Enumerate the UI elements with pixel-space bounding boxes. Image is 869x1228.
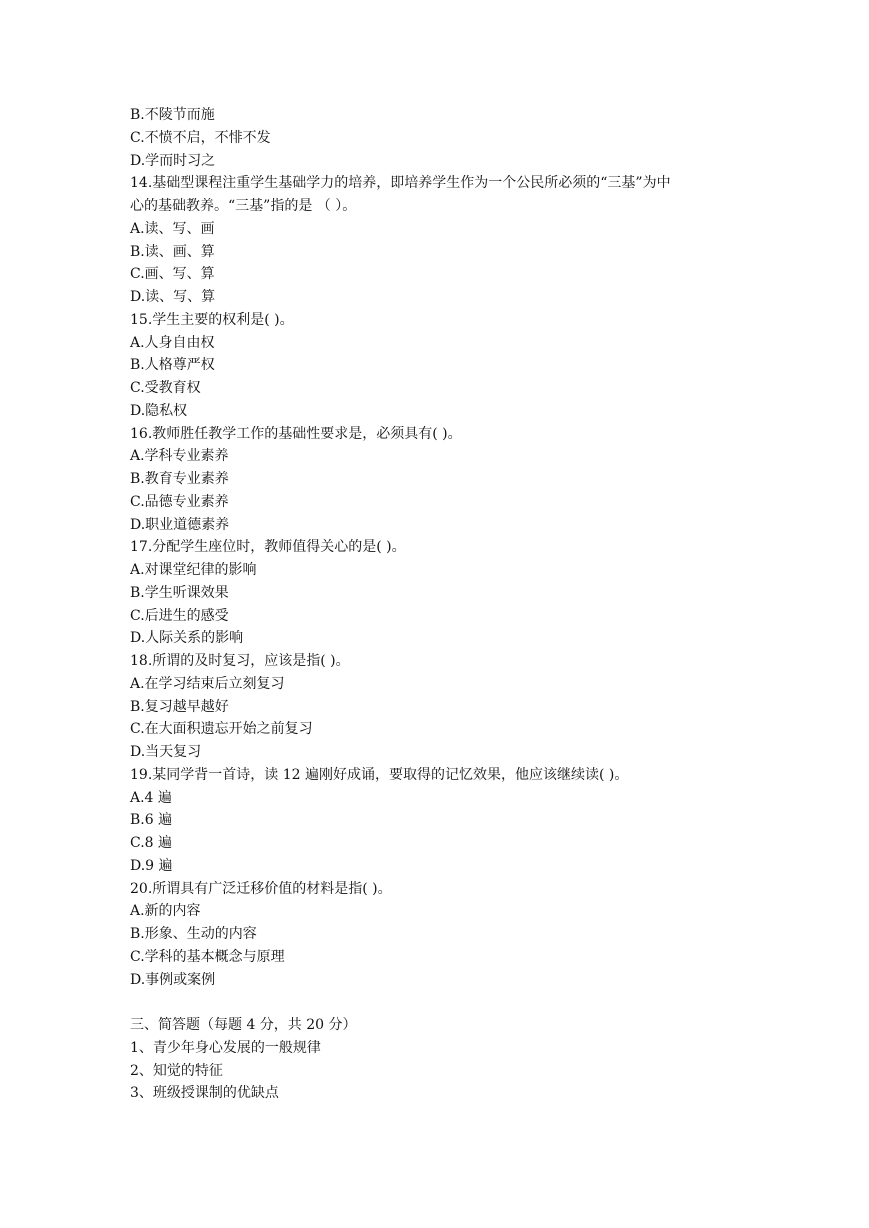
- option-line: A.对课堂纪律的影响: [130, 562, 257, 578]
- question-line: 19.某同学背一首诗，读 12 遍刚好成诵，要取得的记忆效果，他应该继续读( )。: [130, 766, 629, 783]
- option-line: D.隐私权: [130, 402, 188, 419]
- option-line: B.形象、生动的内容: [130, 926, 257, 942]
- option-line: A.新的内容: [130, 903, 201, 920]
- option-line: B.不陵节而施: [130, 107, 215, 123]
- short-answer-item: 1、青少年身心发展的一般规律: [130, 1039, 321, 1056]
- option-line: D.事例或案例: [130, 971, 216, 988]
- option-line: B.读、画、算: [130, 243, 215, 260]
- option-line: A.学科专业素养: [130, 448, 229, 465]
- option-line: C.后进生的感受: [130, 607, 229, 624]
- question-line: 18.所谓的及时复习，应该是指( )。: [130, 653, 350, 669]
- option-line: C.不愤不启，不悱不发: [130, 129, 271, 146]
- option-line: D.职业道德素养: [130, 516, 230, 533]
- option-line: B.6 遍: [130, 812, 173, 829]
- short-answer-item: 3、班级授课制的优缺点: [130, 1085, 279, 1102]
- question-line: 14.基础型课程注重学生基础学力的培养，即培养学生作为一个公民所必须的“三基”为中: [130, 175, 671, 192]
- option-line: B.学生听课效果: [130, 584, 229, 601]
- option-line: D.学而时习之: [130, 152, 216, 169]
- option-line: A.人身自由权: [130, 334, 215, 351]
- section-gap: [130, 991, 750, 1014]
- question-line: 20.所谓具有广泛迁移价值的材料是指( )。: [130, 880, 392, 897]
- question-line: 17.分配学生座位时，教师值得关心的是( )。: [130, 539, 406, 556]
- option-line: D.人际关系的影响: [130, 630, 244, 647]
- question-line: 15.学生主要的权利是( )。: [130, 311, 294, 328]
- option-line: A.读、写、画: [130, 220, 215, 237]
- option-line: C.在大面积遗忘开始之前复习: [130, 721, 313, 738]
- document-page: [130, 104, 750, 1105]
- option-line: A.4 遍: [130, 789, 172, 806]
- option-line: D.当天复习: [130, 744, 202, 760]
- option-line: C.受教育权: [130, 380, 201, 396]
- option-line: B.复习越早越好: [130, 698, 229, 715]
- option-line: B.教育专业素养: [130, 471, 229, 487]
- question-line-continued: 心的基础教养。“三基”指的是 （ ）。: [130, 198, 357, 214]
- option-line: D.9 遍: [130, 857, 173, 874]
- option-line: B.人格尊严权: [130, 357, 215, 374]
- option-line: C.品德专业素养: [130, 493, 229, 510]
- question-line: 16.教师胜任教学工作的基础性要求是，必须具有( )。: [130, 425, 462, 442]
- option-line: D.读、写、算: [130, 289, 216, 305]
- option-line: C.学科的基本概念与原理: [130, 948, 285, 965]
- option-line: A.在学习结束后立刻复习: [130, 675, 285, 692]
- section-heading: 三、简答题（每题 4 分，共 20 分）: [130, 1017, 357, 1033]
- option-line: C.8 遍: [130, 835, 173, 851]
- short-answer-item: 2、知觉的特征: [130, 1062, 223, 1079]
- option-line: C.画、写、算: [130, 266, 215, 283]
